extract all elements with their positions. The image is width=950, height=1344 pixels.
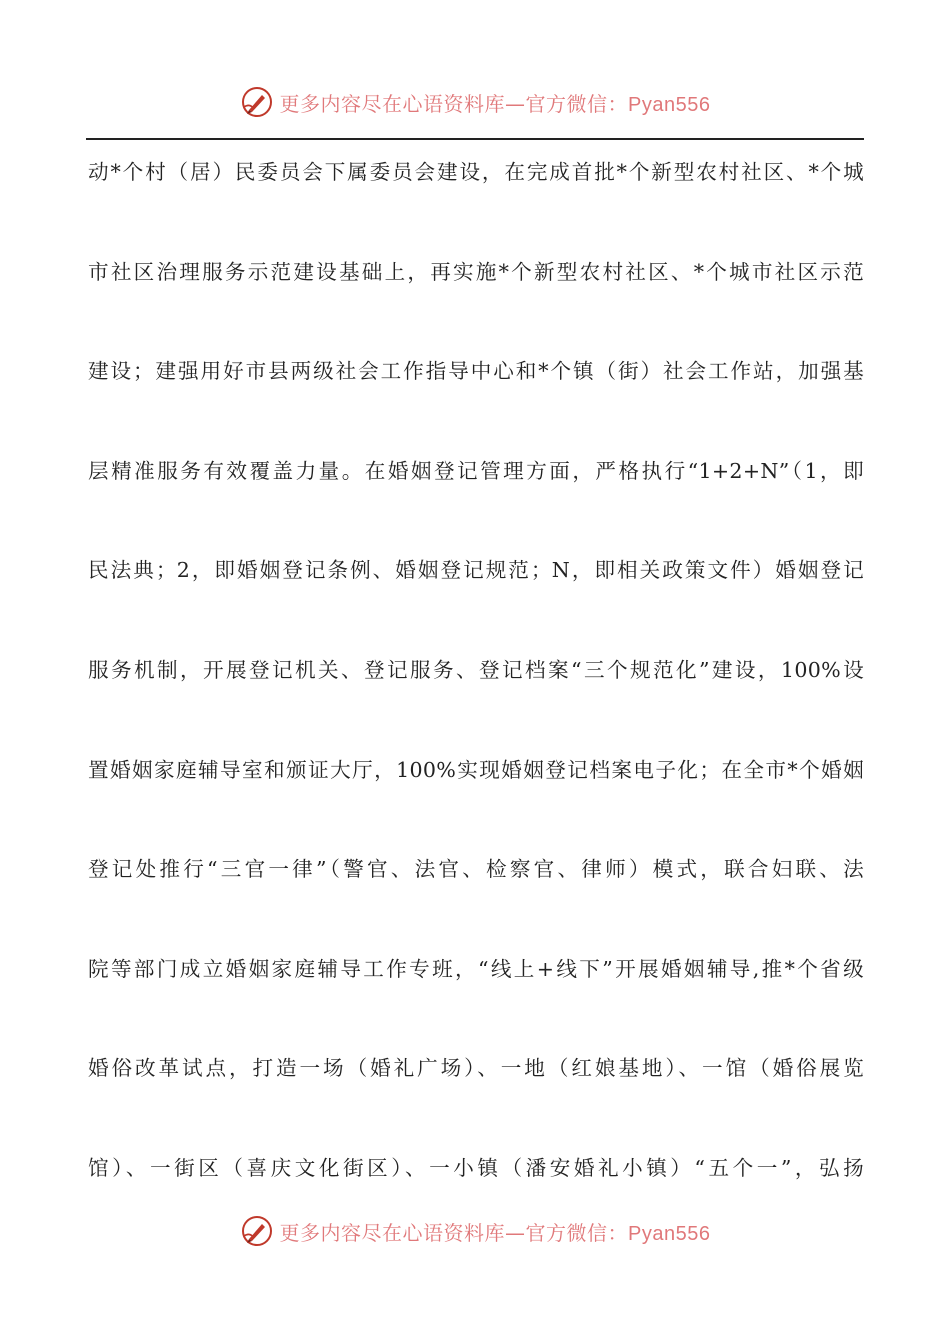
body-line: 服务机制，开展登记机关、登记服务、登记档案“三个规范化”建设，100%设 xyxy=(88,657,864,682)
body-line: 登记处推行“三官一律”（警官、法官、检察官、律师）模式，联合妇联、法 xyxy=(88,857,864,882)
body-line: 院等部门成立婚姻家庭辅导工作专班，“线上+线下”开展婚姻辅导,推*个省级 xyxy=(88,956,864,981)
header-watermark xyxy=(240,85,711,119)
body-line: 动*个村（居）民委员会下属委员会建设，在完成首批*个新型农村社区、*个城 xyxy=(88,160,864,184)
document-body xyxy=(88,152,864,1248)
footer-watermark xyxy=(240,1214,711,1248)
body-line: 建设；建强用好市县两级社会工作指导中心和*个镇（街）社会工作站，加强基 xyxy=(88,359,864,384)
page-footer xyxy=(0,1211,950,1251)
body-line: 民法典；2，即婚姻登记条例、婚姻登记规范；N，即相关政策文件）婚姻登记 xyxy=(88,558,864,583)
footer-watermark-text xyxy=(280,1217,711,1246)
body-line: 馆）、一街区（喜庆文化街区）、一小镇（潘安婚礼小镇）“五个一”，弘扬 xyxy=(88,1155,864,1180)
page-header xyxy=(0,82,950,122)
header-brand-text: 更多内容尽在心语资料库—官方微信： xyxy=(279,91,629,116)
header-brand-id: Pyan556 xyxy=(628,93,711,116)
body-line: 婚俗改革试点，打造一场（婚礼广场）、一地（红娘基地）、一馆（婚俗展览 xyxy=(88,1056,864,1081)
body-line: 市社区治理服务示范建设基础上，再实施*个新型农村社区、*个城市社区示范 xyxy=(88,259,864,284)
header-rule xyxy=(86,138,864,140)
body-line: 置婚姻家庭辅导室和颁证大厅，100%实现婚姻登记档案电子化；在全市*个婚姻 xyxy=(88,757,864,782)
pen-logo-icon xyxy=(240,1214,274,1248)
pen-logo-icon xyxy=(240,85,274,119)
footer-brand-id: Pyan556 xyxy=(628,1222,711,1245)
footer-brand-text: 更多内容尽在心语资料库—官方微信： xyxy=(279,1220,629,1245)
header-watermark-text xyxy=(280,88,711,117)
body-line: 层精准服务有效覆盖力量。在婚姻登记管理方面，严格执行“1+2+N”（1，即 xyxy=(88,458,864,483)
